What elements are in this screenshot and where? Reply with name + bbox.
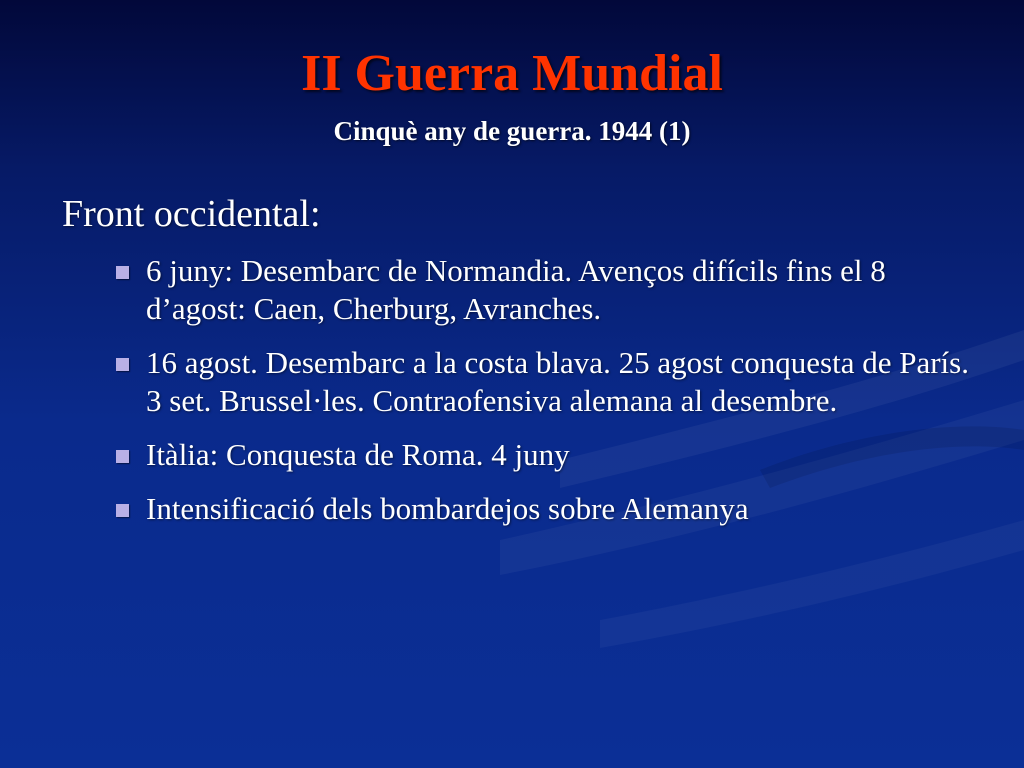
bullet-text: 16 agost. Desembarc a la costa blava. 25 agost conquesta de París. 3 set. Brussel·les. Contraofensiva alemana al desembre. <box>146 345 969 418</box>
slide-subtitle: Cinquè any de guerra. 1944 (1) <box>333 116 691 146</box>
square-bullet-icon <box>116 266 129 279</box>
bullet-item-provence <box>116 344 976 420</box>
bullet-item-normandy <box>116 252 976 328</box>
bullet-item-bombing <box>116 490 976 528</box>
bullet-item-italy <box>116 436 976 474</box>
bullet-text: 6 juny: Desembarc de Normandia. Avenços difícils fins el 8 d’agost: Caen, Cherburg, Avranches. <box>146 253 886 326</box>
square-bullet-icon <box>116 358 129 371</box>
section-heading: Front occidental: <box>62 193 321 235</box>
square-bullet-icon <box>116 450 129 463</box>
slide-title: II Guerra Mundial <box>301 45 723 102</box>
bullet-text: Itàlia: Conquesta de Roma. 4 juny <box>146 437 570 472</box>
bullet-list <box>116 252 976 544</box>
square-bullet-icon <box>116 504 129 517</box>
bullet-text: Intensificació dels bombardejos sobre Alemanya <box>146 491 749 526</box>
